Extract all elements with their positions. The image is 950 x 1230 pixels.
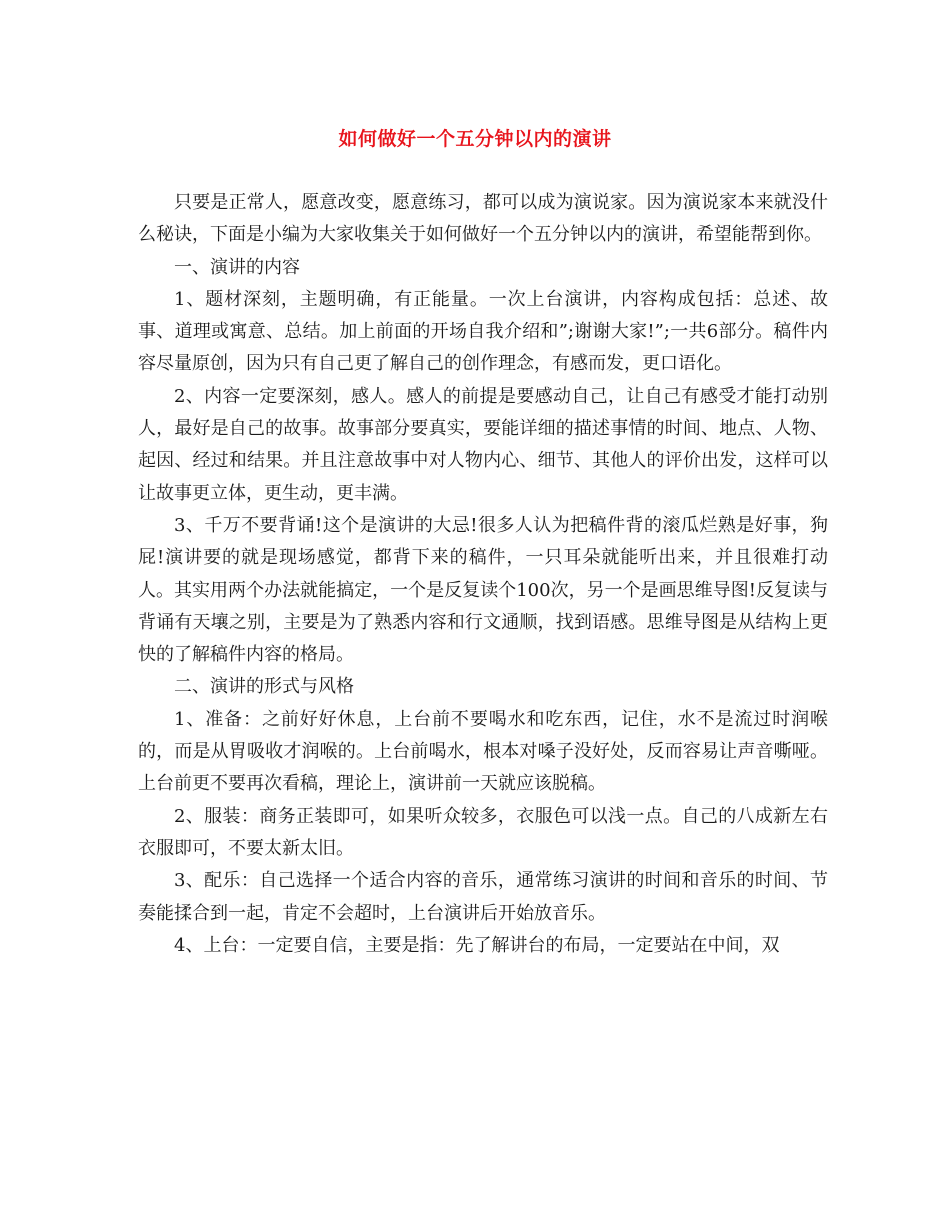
paragraph-style-4: 4、上台：一定要自信，主要是指：先了解讲台的布局，一定要站在中间，双 — [174, 934, 780, 956]
section-heading-content: 一、演讲的内容 — [174, 256, 300, 278]
page-title: 如何做好一个五分钟以内的演讲 — [338, 128, 612, 150]
paragraph-content-2: 2、内容一定要深刻，感人。感人的前提是要感动自己，让自己有感受才能打动别人，最好是自己的故事。故事部分要真实，要能详细的描述事情的时间、地点、人物、起因、经过和结果。并且注意故事中对人物内心、细节、其他人的评价出发，这样可以让故事更立体，更生动，更丰满。 — [138, 385, 828, 504]
document-body — [138, 187, 828, 962]
paragraph-intro: 只要是正常人，愿意改变，愿意练习，都可以成为演说家。因为演说家本来就没什么秘诀，下面是小编为大家收集关于如何做好一个五分钟以内的演讲，希望能帮到你。 — [138, 192, 828, 246]
paragraph-style-3: 3、配乐：自己选择一个适合内容的音乐，通常练习演讲的时间和音乐的时间、节奏能揉合到一起，肯定不会超时，上台演讲后开始放音乐。 — [138, 870, 828, 924]
paragraph-content-1: 1、题材深刻，主题明确，有正能量。一次上台演讲，内容构成包括：总述、故事、道理或寓意、总结。加上前面的开场自我介绍和”;谢谢大家!”;一共6部分。稿件内容尽量原创，因为只有自己更了解自己的创作理念，有感而发，更口语化。 — [138, 288, 828, 375]
paragraph-style-2: 2、服装：商务正装即可，如果听众较多，衣服色可以浅一点。自己的八成新左右衣服即可，不要太新太旧。 — [138, 805, 828, 859]
paragraph-style-1: 1、准备：之前好好休息，上台前不要喝水和吃东西，记住，水不是流过时润喉的，而是从胃吸收才润喉的。上台前喝水，根本对嗓子没好处，反而容易让声音嘶哑。上台前更不要再次看稿，理论上，演讲前一天就应该脱稿。 — [138, 708, 828, 795]
section-heading-style: 二、演讲的形式与风格 — [174, 676, 354, 698]
paragraph-content-3: 3、千万不要背诵!这个是演讲的大忌!很多人认为把稿件背的滚瓜烂熟是好事，狗屁!演讲要的就是现场感觉，都背下来的稿件，一只耳朵就能听出来，并且很难打动人。其实用两个办法就能搞定，一个是反复读个100次，另一个是画思维导图!反复读与背诵有天壤之别，主要是为了熟悉内容和行文通顺，找到语感。思维导图是从结构上更快的了解稿件内容的格局。 — [138, 514, 828, 666]
